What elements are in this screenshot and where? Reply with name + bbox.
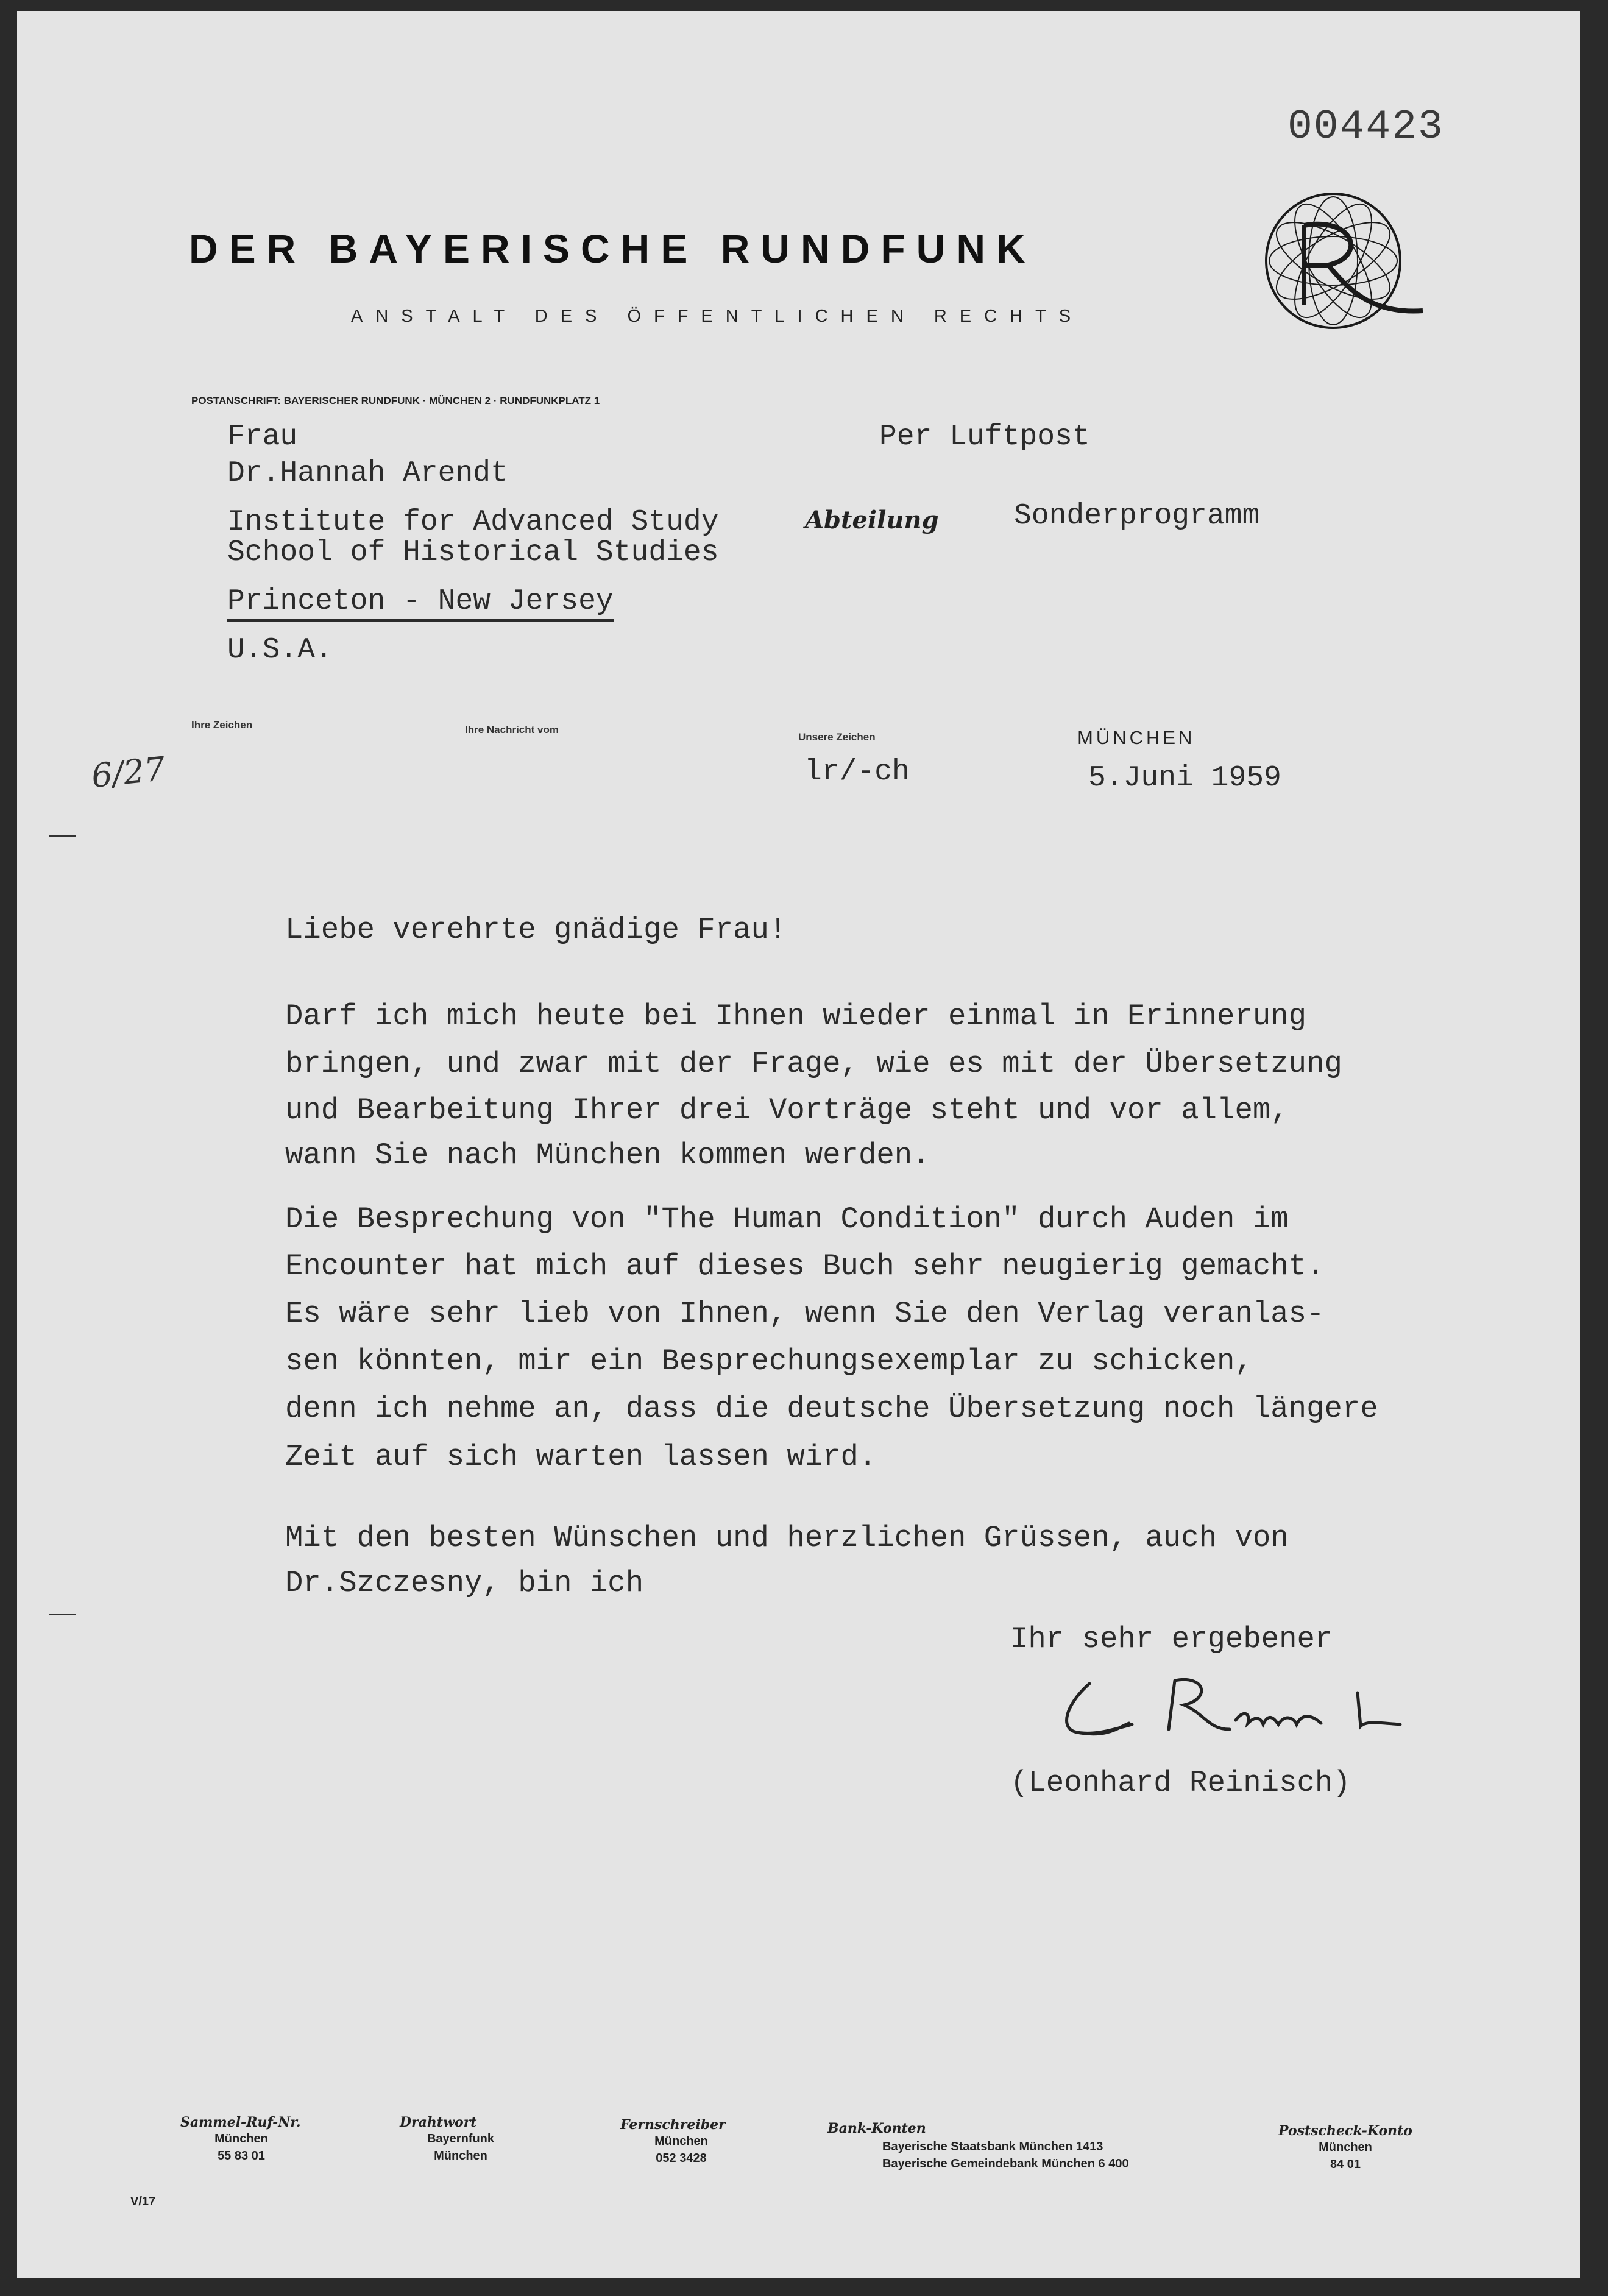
footer-postal-check (1278, 2123, 1412, 2173)
footer-telex-number: 052 3428 (656, 2152, 707, 2165)
footer-bank-line: Bayerische Gemeindebank München 6 400 (882, 2157, 1129, 2170)
fold-mark (49, 1614, 76, 1615)
footer-telex-label: Fernschreiber (620, 2117, 726, 2133)
letterhead-subtitle: ANSTALT DES ÖFFENTLICHEN RECHTS (351, 306, 1084, 326)
recipient-line: U.S.A. (227, 634, 333, 667)
footer-telegram-line: Bayernfunk (427, 2132, 495, 2145)
footer-telex (620, 2117, 742, 2167)
closing: Ihr sehr ergebener (1010, 1622, 1333, 1656)
body-line: Die Besprechung von "The Human Condition" durch Auden im (285, 1202, 1289, 1236)
footer-postal-check-city: München (1319, 2141, 1372, 2154)
recipient-line: School of Historical Studies (227, 536, 719, 569)
handwritten-note: 6/27 (90, 749, 168, 796)
letter-page (17, 11, 1580, 2278)
body-line: Dr.Szczesny, bin ich (285, 1566, 644, 1600)
footer-telex-city: München (654, 2135, 708, 2148)
recipient-line: Institute for Advanced Study (227, 506, 719, 539)
recipient-line: Frau (227, 420, 298, 453)
footer-bank-label: Bank-Konten (827, 2121, 926, 2136)
footer-telegram (400, 2114, 522, 2164)
postal-address: POSTANSCHRIFT: BAYERISCHER RUNDFUNK · MÜNCHEN 2 · RUNDFUNKPLATZ 1 (191, 395, 600, 406)
footer-phone-label: Sammel-Ruf-Nr. (180, 2114, 301, 2130)
letterhead-title: DER BAYERISCHE RUNDFUNK (189, 226, 1036, 271)
footer-telegram-label: Drahtwort (400, 2114, 477, 2130)
body-line: Zeit auf sich warten lassen wird. (285, 1440, 877, 1474)
unsere-zeichen-value: lr/-ch (804, 756, 910, 788)
fold-mark (49, 835, 76, 837)
footer-telegram-line: München (434, 2149, 487, 2163)
department-value: Sonderprogramm (1014, 500, 1260, 533)
br-logo-icon (1261, 189, 1438, 341)
ihre-zeichen-label: Ihre Zeichen (191, 719, 253, 731)
letter-date: 5.Juni 1959 (1088, 762, 1281, 795)
body-line: und Bearbeitung Ihrer drei Vorträge steht und vor allem, (285, 1093, 1289, 1127)
signer-name: (Leonhard Reinisch) (1010, 1766, 1351, 1800)
recipient-line: Dr.Hannah Arendt (227, 457, 508, 490)
body-line: Es wäre sehr lieb von Ihnen, wenn Sie den Verlag veranlas- (285, 1297, 1325, 1331)
department-label: Abteilung (805, 506, 939, 534)
footer-phone-city: München (214, 2132, 268, 2145)
body-line: denn ich nehme an, dass die deutsche Übersetzung noch längere (285, 1392, 1378, 1426)
form-code: V/17 (130, 2195, 156, 2208)
salutation: Liebe verehrte gnädige Frau! (285, 913, 787, 947)
footer-postal-check-number: 84 01 (1330, 2158, 1361, 2171)
body-line: Mit den besten Wünschen und herzlichen Grüssen, auch von (285, 1521, 1289, 1555)
delivery-mode: Per Luftpost (879, 420, 1090, 453)
signature-image (1053, 1668, 1406, 1748)
place-label: MÜNCHEN (1077, 727, 1195, 748)
footer-bank (827, 2121, 1129, 2174)
unsere-zeichen-label: Unsere Zeichen (798, 731, 876, 743)
body-line: bringen, und zwar mit der Frage, wie es mit der Übersetzung (285, 1047, 1342, 1081)
document-number: 004423 (1287, 104, 1444, 151)
recipient-city: Princeton - New Jersey (227, 585, 614, 622)
footer-bank-line: Bayerische Staatsbank München 1413 (882, 2140, 1103, 2153)
footer-phone-number: 55 83 01 (218, 2149, 265, 2163)
body-line: Darf ich mich heute bei Ihnen wieder einmal in Erinnerung (285, 999, 1307, 1033)
footer-postal-check-label: Postscheck-Konto (1278, 2123, 1412, 2139)
footer-phone (180, 2114, 302, 2164)
body-line: wann Sie nach München kommen werden. (285, 1138, 930, 1172)
body-line: Encounter hat mich auf dieses Buch sehr neugierig gemacht. (285, 1249, 1325, 1283)
ihre-nachricht-label: Ihre Nachricht vom (465, 724, 559, 735)
body-line: sen könnten, mir ein Besprechungsexemplar zu schicken, (285, 1344, 1253, 1378)
